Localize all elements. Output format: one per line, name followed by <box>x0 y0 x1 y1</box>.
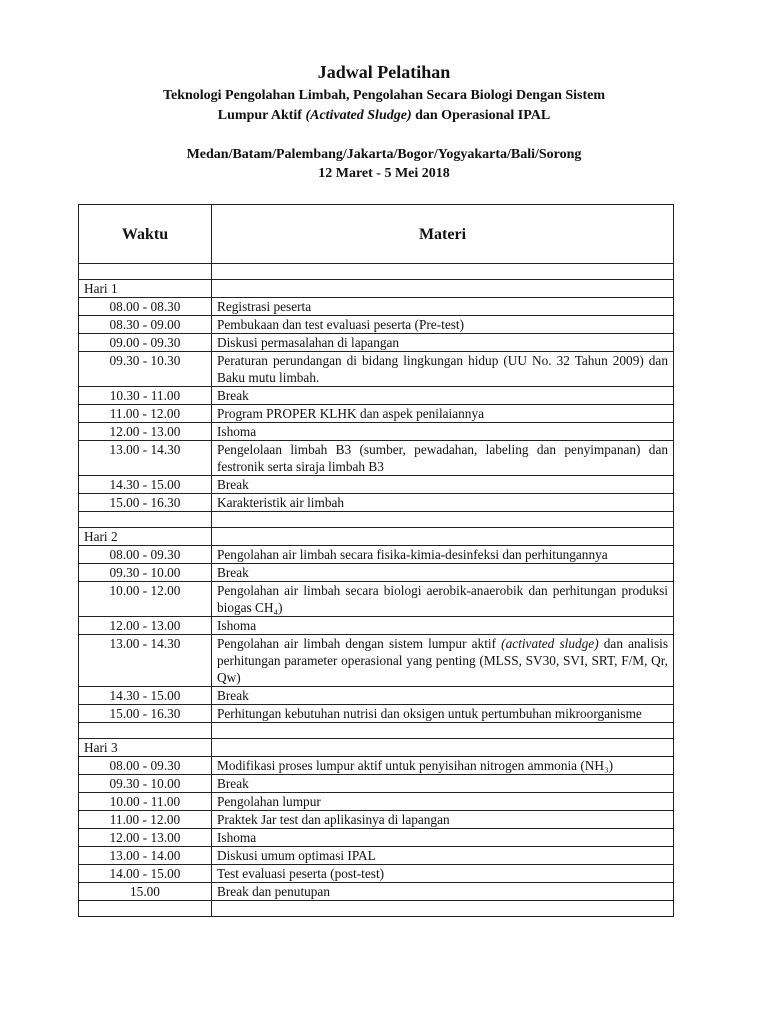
schedule-body <box>79 264 674 917</box>
spacer-row <box>79 901 674 917</box>
session-topic: Diskusi umum optimasi IPAL <box>212 847 674 865</box>
day-label: Hari 3 <box>79 739 212 757</box>
table-row <box>79 316 674 334</box>
table-row <box>79 423 674 441</box>
day-header-row <box>79 528 674 546</box>
table-row <box>79 811 674 829</box>
session-topic: Break <box>212 564 674 582</box>
spacer-cell <box>79 901 212 917</box>
session-topic: Test evaluasi peserta (post-test) <box>212 865 674 883</box>
table-row <box>79 847 674 865</box>
session-time: 08.30 - 09.00 <box>79 316 212 334</box>
session-time: 12.00 - 13.00 <box>79 829 212 847</box>
session-time: 12.00 - 13.00 <box>79 617 212 635</box>
table-row <box>79 635 674 687</box>
session-topic: Peraturan perundangan di bidang lingkungan hidup (UU No. 32 Tahun 2009) dan Baku mutu limbah. <box>212 352 674 387</box>
table-row <box>79 405 674 423</box>
session-time: 14.00 - 15.00 <box>79 865 212 883</box>
session-time: 13.00 - 14.30 <box>79 635 212 687</box>
session-topic: Pembukaan dan test evaluasi peserta (Pre-test) <box>212 316 674 334</box>
day-header-empty-cell <box>212 528 674 546</box>
session-topic-suffix: dan analisis perhitungan parameter operasional yang penting (MLSS, SV30, SVI, SRT, F/M, Qr, Qw) <box>217 636 668 685</box>
session-topic: Modifikasi proses lumpur aktif untuk penyisihan nitrogen ammonia (NH₃) <box>212 757 674 775</box>
session-time: 09.30 - 10.00 <box>79 564 212 582</box>
dates-line: 12 Maret - 5 Mei 2018 <box>318 166 450 181</box>
day-header-row <box>79 739 674 757</box>
session-time: 15.00 - 16.30 <box>79 494 212 512</box>
session-topic: Break <box>212 687 674 705</box>
session-time: 09.30 - 10.30 <box>79 352 212 387</box>
subtitle-line-2-suffix: dan Operasional IPAL <box>411 108 551 123</box>
column-header-materi: Materi <box>212 205 674 264</box>
subtitle-line-1: Teknologi Pengolahan Limbah, Pengolahan Secara Biologi Dengan Sistem <box>162 88 606 103</box>
spacer-cell <box>212 264 674 280</box>
session-topic: Break <box>212 775 674 793</box>
session-topic: Karakteristik air limbah <box>212 494 674 512</box>
session-time: 10.00 - 11.00 <box>79 793 212 811</box>
column-header-waktu: Waktu <box>79 205 212 264</box>
document-title: Jadwal Pelatihan <box>317 62 451 82</box>
table-row <box>79 494 674 512</box>
session-topic: Pengolahan air limbah secara fisika-kimia-desinfeksi dan perhitungannya <box>212 546 674 564</box>
table-row <box>79 705 674 723</box>
session-time: 08.00 - 09.30 <box>79 757 212 775</box>
session-time: 09.00 - 09.30 <box>79 334 212 352</box>
session-topic: Break <box>212 387 674 405</box>
session-time: 15.00 - 16.30 <box>79 705 212 723</box>
session-time: 08.00 - 09.30 <box>79 546 212 564</box>
session-topic: Break dan penutupan <box>212 883 674 901</box>
subtitle-line-2-prefix: Lumpur Aktif <box>217 108 306 123</box>
spacer-row <box>79 264 674 280</box>
day-label: Hari 2 <box>79 528 212 546</box>
session-time: 10.30 - 11.00 <box>79 387 212 405</box>
spacer-cell <box>79 512 212 528</box>
session-time: 14.30 - 15.00 <box>79 476 212 494</box>
session-topic: Registrasi peserta <box>212 298 674 316</box>
locations-line: Medan/Batam/Palembang/Jakarta/Bogor/Yogyakarta/Bali/Sorong <box>186 147 582 162</box>
session-time: 15.00 <box>79 883 212 901</box>
session-time: 13.00 - 14.30 <box>79 441 212 476</box>
spacer-row <box>79 723 674 739</box>
session-topic: Break <box>212 476 674 494</box>
table-row <box>79 865 674 883</box>
schedule-table <box>78 204 674 917</box>
session-time: 11.00 - 12.00 <box>79 405 212 423</box>
table-row <box>79 334 674 352</box>
table-row <box>79 298 674 316</box>
table-row <box>79 582 674 617</box>
table-row <box>79 775 674 793</box>
table-row <box>79 546 674 564</box>
session-topic: Pengelolaan limbah B3 (sumber, pewadahan, labeling dan penyimpanan) dan festronik serta siraja limbah B3 <box>212 441 674 476</box>
spacer-cell <box>79 723 212 739</box>
subtitle-line-2-italic: (Activated Sludge) <box>305 108 412 123</box>
day-header-empty-cell <box>212 739 674 757</box>
table-row <box>79 387 674 405</box>
spacer-cell <box>212 512 674 528</box>
day-header-empty-cell <box>212 280 674 298</box>
session-time: 12.00 - 13.00 <box>79 423 212 441</box>
session-topic-italic: (activated sludge) <box>501 636 599 651</box>
session-topic: Ishoma <box>212 423 674 441</box>
spacer-cell <box>212 901 674 917</box>
spacer-cell <box>212 723 674 739</box>
session-topic <box>212 635 674 687</box>
table-row <box>79 793 674 811</box>
session-time: 09.30 - 10.00 <box>79 775 212 793</box>
session-time: 14.30 - 15.00 <box>79 687 212 705</box>
table-row <box>79 352 674 387</box>
table-row <box>79 687 674 705</box>
session-topic: Perhitungan kebutuhan nutrisi dan oksigen untuk pertumbuhan mikroorganisme <box>212 705 674 723</box>
table-header-row <box>79 205 674 264</box>
session-time: 11.00 - 12.00 <box>79 811 212 829</box>
day-label: Hari 1 <box>79 280 212 298</box>
session-topic: Program PROPER KLHK dan aspek penilaiannya <box>212 405 674 423</box>
session-topic: Ishoma <box>212 829 674 847</box>
table-row <box>79 476 674 494</box>
table-row <box>79 564 674 582</box>
day-header-row <box>79 280 674 298</box>
session-topic: Ishoma <box>212 617 674 635</box>
session-time: 10.00 - 12.00 <box>79 582 212 617</box>
spacer-cell <box>79 264 212 280</box>
table-row <box>79 617 674 635</box>
session-time: 08.00 - 08.30 <box>79 298 212 316</box>
session-time: 13.00 - 14.00 <box>79 847 212 865</box>
session-topic: Diskusi permasalahan di lapangan <box>212 334 674 352</box>
table-row <box>79 757 674 775</box>
table-row <box>79 829 674 847</box>
subtitle-line-2 <box>0 108 768 124</box>
table-row <box>79 441 674 476</box>
session-topic: Pengolahan air limbah secara biologi aerobik-anaerobik dan perhitungan produksi biogas CH₄) <box>212 582 674 617</box>
session-topic: Pengolahan lumpur <box>212 793 674 811</box>
spacer-row <box>79 512 674 528</box>
session-topic: Praktek Jar test dan aplikasinya di lapangan <box>212 811 674 829</box>
table-row <box>79 883 674 901</box>
session-topic-prefix: Pengolahan air limbah dengan sistem lumpur aktif <box>217 636 502 651</box>
